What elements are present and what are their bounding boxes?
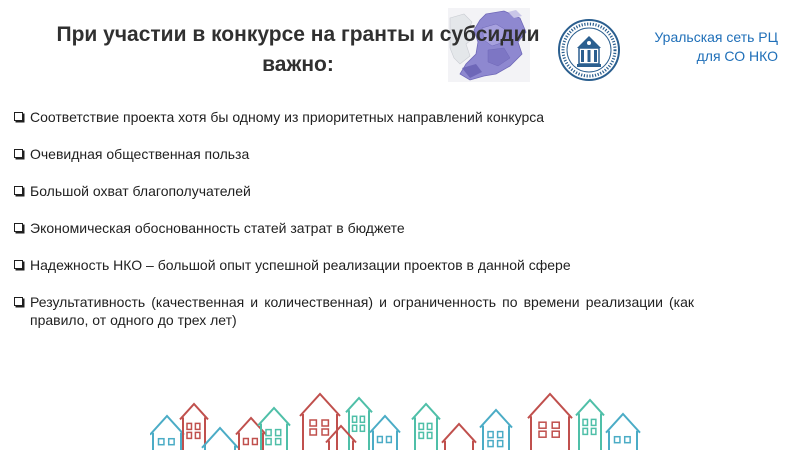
- checkbox-square-icon: [14, 186, 23, 195]
- requirements-list: [14, 108, 694, 348]
- list-item-text: Экономическая обоснованность статей затрат в бюджете: [30, 220, 405, 236]
- house-icon: [326, 426, 356, 450]
- house-icon: [346, 398, 372, 450]
- house-icon: [528, 394, 572, 450]
- house-icon: [442, 424, 476, 450]
- house-icon: [202, 428, 238, 450]
- list-item: [14, 293, 694, 329]
- org-name-line1: Уральская сеть РЦ: [654, 29, 778, 45]
- list-item: [14, 182, 694, 200]
- list-item: [14, 145, 694, 163]
- checkbox-square-icon: [14, 223, 23, 232]
- house-icon: [412, 404, 440, 450]
- house-icon: [370, 416, 400, 450]
- house-icon: [300, 394, 340, 450]
- list-item-text: Соответствие проекта хотя бы одному из приоритетных направлений конкурса: [30, 109, 545, 125]
- houses-illustration: [150, 388, 660, 450]
- checkbox-square-icon: [14, 149, 23, 158]
- house-icon: [576, 400, 604, 450]
- organization-name: [654, 28, 778, 66]
- organization-seal-icon: [557, 18, 621, 82]
- house-icon: [150, 416, 184, 450]
- list-item-text: Надежность НКО – большой опыт успешной реализации проектов в данной сфере: [30, 257, 571, 273]
- house-icon: [606, 414, 640, 450]
- list-item-text: Большой охват благополучателей: [30, 183, 251, 199]
- list-item: [14, 219, 694, 237]
- checkbox-square-icon: [14, 297, 23, 306]
- house-icon: [480, 410, 512, 450]
- list-item: [14, 108, 694, 126]
- page-title: При участии в конкурсе на гранты и субсидии важно:: [56, 23, 540, 76]
- list-item-text: Результативность (качественная и количественная) и ограниченность по времени реализации (как правило, от одного до трех лет): [30, 294, 694, 328]
- list-item: [14, 256, 694, 274]
- house-icon: [180, 404, 208, 450]
- checkbox-square-icon: [14, 112, 23, 121]
- org-name-line2: для СО НКО: [696, 48, 778, 64]
- list-item-text: Очевидная общественная польза: [30, 146, 250, 162]
- checkbox-square-icon: [14, 260, 23, 269]
